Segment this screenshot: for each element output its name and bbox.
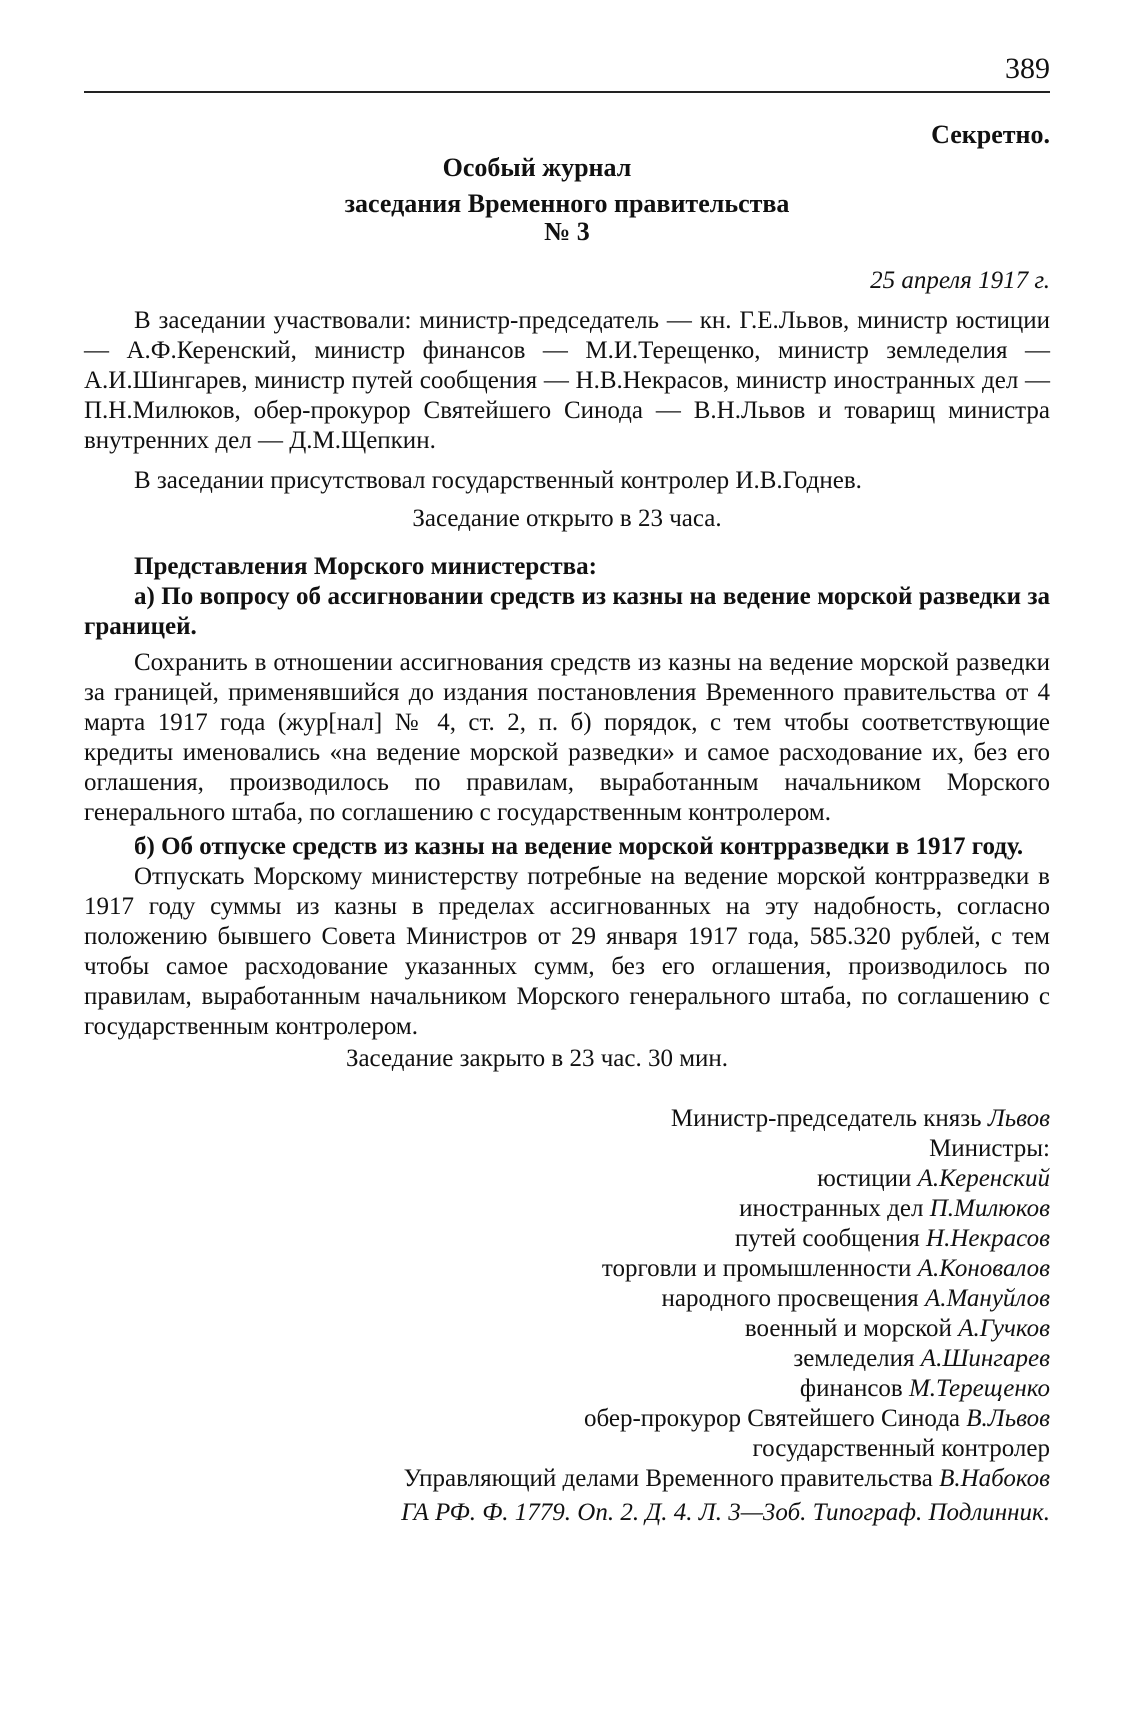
signature-role: путей сообщения xyxy=(734,1225,927,1252)
signature-name: А.Шингарев xyxy=(920,1345,1050,1372)
signature-line xyxy=(84,1464,1050,1494)
signature-line xyxy=(84,1434,1050,1464)
session-opened: Заседание открыто в 23 часа. xyxy=(412,505,722,532)
item-a-heading: а) По вопросу об ассигновании средств из казны на ведение морской разведки за границей. xyxy=(84,583,1050,640)
item-b-text: Отпускать Морскому министерству потребные на ведение морской контрразведки в 1917 году суммы из казны в пределах ассигнованных на эту надобность, согласно положению бывшего Совета Министров от 29 января 1917 года, 585.320 рублей, с тем чтобы самое расходование указанных сумм, без его оглашения, производилось по правилам, выработанным начальником Морского генерального штаба, по соглашению с государственным контролером. xyxy=(84,863,1050,1040)
signature-role: иностранных дел xyxy=(739,1195,930,1222)
signature-line xyxy=(84,1374,1050,1404)
signature-line xyxy=(84,1194,1050,1224)
signature-line xyxy=(84,1284,1050,1314)
signature-name: А.Коновалов xyxy=(917,1255,1050,1282)
signature-line xyxy=(84,1254,1050,1284)
participants-paragraph: В заседании участвовали: министр-председатель — кн. Г.Е.Львов, министр юстиции — А.Ф.Керенский, министр финансов — М.И.Терещенко, министр земледелия — А.И.Шингарев, министр путей сообщения — Н.В.Некрасов, министр иностранных дел — П.Н.Милюков, обер-прокурор Святейшего Синода — В.Н.Львов и товарищ министра внутренних дел — Д.М.Щепкин. xyxy=(84,307,1050,454)
item-a-text: Сохранить в отношении ассигнования средств из казны на ведение морской разведки за границей, применявшийся до издания постановления Временного правительства от 4 марта 1917 года (жур[нал] № 4, ст. 2, п. б) порядок, с тем чтобы соответствующие кредиты именовались «на ведение морской разведки» и самое расходование их, без его оглашения, производилось по правилам, выработанным начальником Морского генерального штаба, по соглашению с государственным контролером. xyxy=(84,649,1050,826)
attendee-paragraph: В заседании присутствовал государственный контролер И.В.Годнев. xyxy=(134,467,862,494)
page-number: 389 xyxy=(1005,52,1050,85)
signature-role: Министры: xyxy=(929,1135,1050,1162)
signature-role: юстиции xyxy=(817,1165,918,1192)
signature-name: П.Милюков xyxy=(929,1195,1050,1222)
signature-role: Управляющий делами Временного правительства xyxy=(403,1465,940,1492)
signature-line xyxy=(84,1404,1050,1434)
signature-name: А.Гучков xyxy=(958,1315,1050,1342)
signature-role: государственный контролер xyxy=(752,1435,1050,1462)
item-b-heading: б) Об отпуске средств из казны на ведение морской контрразведки в 1917 году. xyxy=(134,833,1024,860)
signature-line xyxy=(84,1224,1050,1254)
signature-name: Н.Некрасов xyxy=(926,1225,1050,1252)
signature-role: торговли и промышленности xyxy=(601,1255,918,1282)
document-body xyxy=(84,120,1050,1528)
signatures-block xyxy=(84,1104,1050,1494)
title-line-2: заседания Временного правительства xyxy=(344,189,790,218)
header-rule xyxy=(84,91,1050,93)
session-closed: Заседание закрыто в 23 час. 30 мин. xyxy=(345,1045,729,1072)
signature-role: военный и морской xyxy=(744,1315,959,1342)
signature-line xyxy=(84,1164,1050,1194)
archival-source: ГА РФ. Ф. 1779. Оп. 2. Д. 4. Л. 3—3об. Типограф. Подлинник. xyxy=(401,1499,1050,1526)
signature-role: обер-прокурор Святейшего Синода xyxy=(583,1405,967,1432)
signature-role: земледелия xyxy=(793,1345,921,1372)
document-date: 25 апреля 1917 г. xyxy=(870,267,1050,294)
signature-line xyxy=(84,1104,1050,1134)
signature-name: Львов xyxy=(987,1105,1050,1132)
signature-line xyxy=(84,1344,1050,1374)
signature-role: Министр-председатель князь xyxy=(670,1105,988,1132)
signature-line xyxy=(84,1134,1050,1164)
signature-role: финансов xyxy=(799,1375,909,1402)
signature-name: В.Набоков xyxy=(939,1465,1050,1492)
title-line-1: Особый журнал xyxy=(442,153,632,182)
signature-role: народного просвещения xyxy=(661,1285,925,1312)
signature-name: В.Львов xyxy=(966,1405,1050,1432)
signature-name: А.Мануйлов xyxy=(924,1285,1050,1312)
classification-label: Секретно. xyxy=(931,120,1050,149)
title-line-3: № 3 xyxy=(544,217,590,246)
signature-line xyxy=(84,1314,1050,1344)
signature-name: А.Керенский xyxy=(917,1165,1050,1192)
signature-name: М.Терещенко xyxy=(908,1375,1050,1402)
section-heading: Представления Морского министерства: xyxy=(134,553,597,580)
